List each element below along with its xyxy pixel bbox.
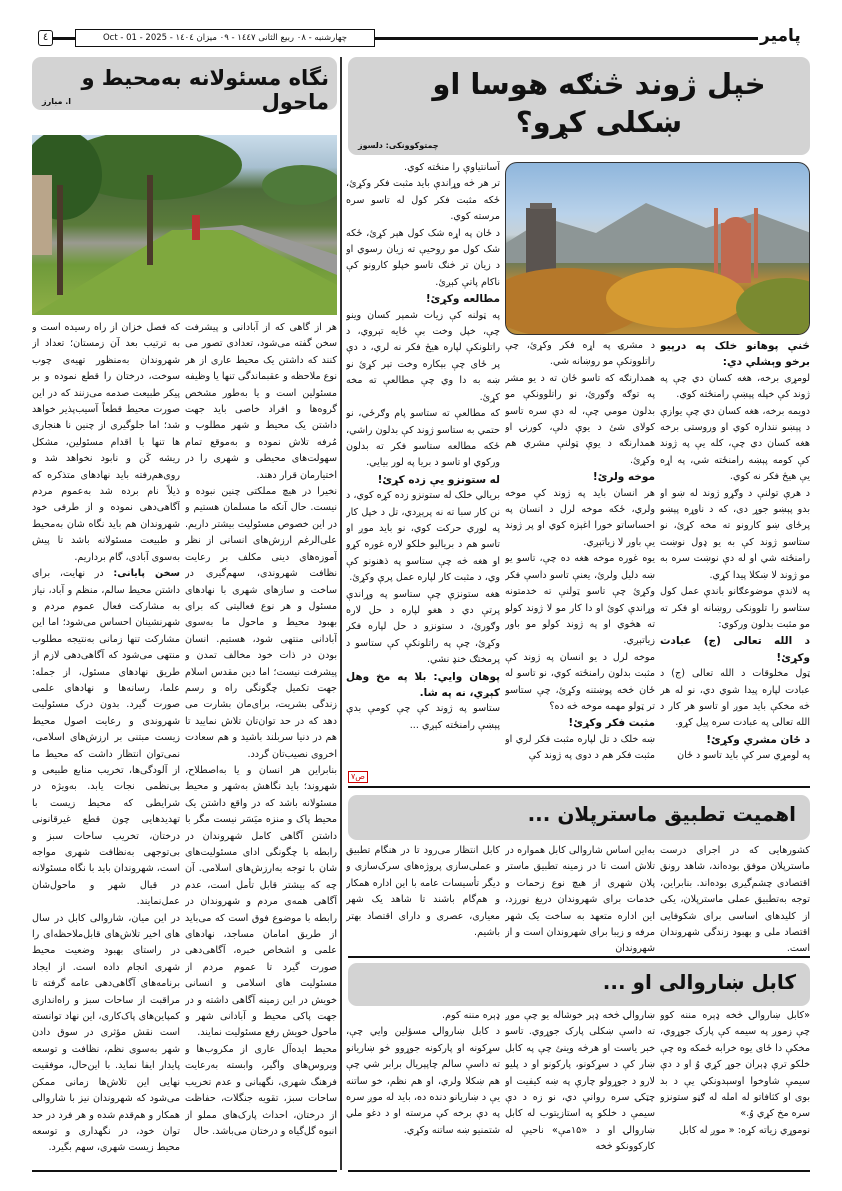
lead-in: سخن پایانی: [113,568,180,580]
continued-page-link[interactable] [348,764,378,781]
column-divider [340,57,342,1170]
right-article-title: خپل ژوند څنګه هوسا او ښکلی کړو؟ [432,67,766,139]
paragraph: موخه لرل د یو انسان په ژوند کې مثبت بدلون رامنځته کوي، نو تاسو له ځان څخه پوښتنه وکړئ، چې ستاسو تر ټولو مهمه موخه څه ده؟ [505,651,655,712]
paragraph: بریالي خلک له ستونزو زده کړه کوي، د نن کار سبا ته نه پرېږدي، تل د خپل کار په لوري حرکت کوي، نو باید موږ او تاسو هم د بریالیو خلکو لاره غوره کړو او هغه څه چې ستاسو په ذهنونو کې وي، د مثبت کار لپاره عمل پرې وکړئ. [346,490,500,584]
masterplan-title: اهمیت تطبیق ماستر‌پلان ... [527,802,796,826]
masterplan-col-1 [660,843,810,955]
bottom-rule-right [348,1170,810,1172]
street-trees-image [32,135,337,315]
subheading: موخه ولرئ! [592,471,655,484]
paragraph: د کابل ښاروالۍ مسؤلین وایي چې، سړکونه او پارکونه جوړوو څو ښاریانو ته داسې سالم چاپېریال برابر شي چې هم ښکلا ولري، او هم نظم، خو ساتنه یې د ښاریانو دنده ده، باید له موږ سره په دې برخه کې مرسته او د دغو ملي شتمنیو ښه ساتنه وکړي. [346,1026,500,1136]
paragraph: ټول مخلوقات د الله تعالی (ج) د عبادت لپاره پیدا شوي دي، نو له هر څه مخکې باید موږ او تاسو هر کار د الله تعالی په عبادت سره پیل کړو. [660,668,810,729]
paragraph: لومړی برخه، هغه کسان دي چې په ژوند کې خپله پېښې رامنځته کوي. [660,372,810,401]
right-article-photo [505,162,810,335]
paragraph-text: در نهایت، برای داشتن محیط سالم، منظم و آباد، نیاز به مشارکت فعال عموم مردم و شهرنشینان احساس می‌شود؛ اما این مشارکت تنها زمانی به‌نتیجه مطلوب منتهی می‌شود که آگاهی‌دهی لازم از طریق نهادهای مسئول، از جمله: علما، رسانه‌ها و نهادهای علمی صورت گیرد. بدون درک مسئولیت شهروندی و رعایت اصول محیط زیست مبتنی بر ارزش‌های اسلامی، نمی‌توان انتظار داشت که محیط ما از آلودگی‌ها، تخریب منابع طبیعی و بی‌نظمی نجات یابد. به‌ویژه در شرایطی که محیط زیست با تهدیدهایی چون قطع غیرقانونی درختان، تخریب ساحات سبز و بی‌توجهی به‌نظافت شهری مواجه است، شهروندان باید با نگاه مسئولانه در قبال شهر و ماحول‌شان عمل‌نمایند. [32,568,180,908]
paragraph: به‌این اساس شاروالی کابل همواره در تلاش است تا در زمینه تطبیق ماستر پلان شهری از هیچ نوع زحمات و خدمات برای شهروندان دریغ نورزد، این اداره متعهد به ساخت یک شهر مرفه و زیبا برای شهروندان است و از شهروندان [505,845,655,955]
paragraph: محیط ایده‌آل عاری از مکروب‌ها و ویروس‌های واگیر، وابسته به‌رعایت فرهنگ شهری، نگهبانی و عدم تخریب ساحات سبز، تقویه جنگلات، حفاظت از درختان، احداث پارک‌های مملو از انبوه گل‌گیاه و درختان می‌باشد. حال [185,1043,337,1137]
subheading: د ځان مشري وکړئ! [706,733,810,746]
subheading: څنې پوهانو خلک په درېیو برخو وېشلي دي: [660,340,810,369]
left-article-title: نگاه مسئولانه به‌محیط و ماحول [81,66,329,114]
paragraph: بنابراین هر انسان و یا به‌اصطلاح، شهروند؛ باید نگاهش به‌شهر و محیط مسئولانه باشد که در واقع داشتن یک محیط پاک و منزه میَسَر نیست مگر با داشتن آگاهی کامل شهروندان در رابطه با چگونگی ادای مسئولیت‌های شان با توجه به‌ارزش‌های اسلامی. آن چه که بیشتر قابل تأمل است، عدم آگاهی همه‌ی مردم و شهروندان در رابطه با موضوع فوق است که می‌باید از طریق امامان مساجد، نهادهای علمی و اشخاص خبره، آگاهی‌دهی صورت گیرد تا عموم مردم از مسئولیت های اسلامی و انسانی خویش در این زمینه آگاهی داشته و در جهت پاکی محیط و آبادانی شهر و ماحول خویش رفع مسئولیت نمایند. [185,764,337,1039]
kabul-col-2 [505,1008,655,1168]
paragraph: کابل انتظار می‌رود تا در هنگام تطبیق و عملی‌سازی پروژه‌های سرک‌سازی و دیگر تأسیسات عامه با این اداره همکار و هم‌گام باشند تا شاهد یک شهر معیاری، عصری و دارای اقتصاد بهتر باشیم. [346,845,500,939]
paragraph: در این میان، شاروالی کابل در سال های اخیر تلاش‌های قابل‌ملاحظه‌ای را در راستای بهبود وضعیت محیط شهری انجام داده است. از ایجاد برنامه‌های آگاهی‌دهی عامه گرفته تا مراقبت از ساحات سبز و راه‌اندازی کمپاین‌های پاک‌کاری، این نهاد توانسته است نقش مؤثری در سوق دادن شهر به‌سوی نظم، نظافت و توسعه پایدار ایفا نماید. با این‌حال، موفقیت نهایی این تلاش‌ها زمانی ممکن می‌شود که شهروندان نیز با شاروالی همکار و هم‌قدم شده و هر فرد در حد توان خود، در نگهداری و توسعه محیط زیست شهری، سهم بگیرد. [32,912,180,1154]
left-article-col-2 [32,320,180,1168]
paragraph: په لومړي سر کې باید تاسو د ځان [677,750,810,762]
paragraph: په لاندې موضوعګانو باندې عمل کول ستاسو را تلوونکی روښانه او فکر ته مو مثبت بدلون ورکوي: [660,586,810,630]
masthead-rule [375,37,758,40]
paragraph: دویمه برخه، هغه کسان دي چې یوازې د پېښو ننداره کوي او وروستی برخه هغه کسان دي چې، کله یې په ژوند کې کومه پېښه رامنځته شي، په اړه یې هیڅ فکر نه کوي. [660,405,810,483]
paragraph: که فصل خزان از راه رسیده است و به ترتیب بعد آن زمستان؛ تعداد از شهروندان به‌منظور تهیه‌ی چوب سوخت، درختان را قطع نموده و بر پیکر طبیعت صدمه می‌زنند که در این صورت محیط قطعاً آسیب‌پذیر خواهد شد؛ اما جلوگیری از چنین نا هنجاری ها تنها با اقدام مسئولین، مشکل ریشه کَن و نابود نخواهد شد و روی‌هم‌رفته باید نهادهای متذکره که ذیلاً نام برده شد به‌عموم مردم آگاهی‌دهی نموده و از طرفی خود شهروندان هم باید نگاه شان به‌محیط و طبیعت مسئولانه باشد تا پیش به‌سوی آبادی، گام برداریم. [32,322,180,563]
issue-date: چهارشنبه - ۰۸ ربیع الثانی ۱٤٤۷ - ۰۹ میزان ۱٤۰٤ - Oct - 01 - 2025 [75,29,375,47]
kabul-col-1 [660,1008,810,1168]
right-article-header [348,57,810,155]
paragraph: همدارنګه که تاسو ځان ته د یو مشر په توګه وګورئ، نو راتلوونکې مو بدلون مومي چې، له دې سره تاسو کولای شئ د یوې دلې، کورنۍ او همدارنګه د یوې ټولنې مشري هم وکړئ. [505,372,655,466]
paragraph: نخیرا در هیچ مملکتی چنین نبوده و نیست. حال آنکه ما مسلمان هستیم و در این خصوص مسئولیت بیشتر داریم. علی‌الرغم ارزش‌های انسانی از نظر آموزه‌های دینی مکلف بر رعایت نظافت شهروندی، سهم‌گیری در ساخت و سازهای شهری با نهادهای مسئول و هر نوع فعالیتی که برای بهبود محیط و ماحول ما به‌سوی آبادانی منتهی شود، هستیم. انسان بودن در ذات خود مخالف تمدن و پیشرفت نیست؛ اما دین مقدس اسلام جهت تکمیل چگونگی راه و رسم زندگی بشریت، برای‌مان بشارت می دهد که در حد توان‌تان تلاش نمایید تا هم در دنیا سربلند باشید و هم سعادت اخروی نصیب‌تان گردد. [185,486,337,760]
paragraph: په ټولنه کې زیات شمېر کسان وینو چې، خپل وخت بې ځایه تېروي، د راتلونکې لپاره هیڅ فکر نه لري، د دې پر ځای چې بېکاره وخت تېر کړئ نو ښه به دا وي چې مطالعې ته مخه کړئ. [346,309,500,403]
right-article-col-2 [505,338,655,783]
left-article-photo [32,135,337,315]
subheading: پوهان وایي: بلا په مخ وهل کېږي، نه په شا. [346,670,500,699]
masthead-rule-left [53,37,75,40]
subheading: مثبت فکر وکړئ! [568,717,655,730]
right-article-byline: چمتوکوونکی: دلسوز [358,141,439,150]
paragraph: هر انسان باید په ژوند کې موخه ولري، ځکه موخه لرل د انسان په احساساتو خورا اغېزه کوي او پر ژوند یې باور لا زیاتېږي. [505,487,655,548]
masterplan-col-2 [505,843,655,955]
masthead-logo: پامیر [760,26,801,46]
paragraph: د هرې تولنې د وګړو ژوند له ښو او بدو پېښو جوړ دی، که د ناوړه پېښو پرځای ښو کارونو ته مخه کړئ، نو ستاسو ژوند کې به یو ډول نوښت رامنځته شي او له دې نوښت سره به مو ژوند لا ښکلا پیدا کړي. [660,487,810,581]
paragraph: ستاسو په ژوند کې چې کومې بدې پېښې رامنځته کېږي ... [346,703,500,731]
paragraph: «کابل ښاروالۍ څخه ډېره مننه کوو چې زموږ په سیمه کې پارک جوړوي، مخکې دا ځای یوه خرابه ځمکه وه چې خلکو ترې ډېران جوړ کړي وُ او د دې سیمې شاوخوا اوسېدونکي یې د بد بوی او کثافاتو له امله له ګڼو ستونزو سره مخ کړي وُ.» [660,1010,810,1120]
bottom-rule-left [32,1170,337,1172]
left-article-header [32,57,337,114]
subheading: مطالعه وکړئ! [425,293,500,306]
left-article-byline: ا. مبارز [42,97,71,106]
continued-ref[interactable]: ص۷ [348,771,368,783]
paragraph: ښه خلک د تل لپاره مثبت فکر لري او مثبت فکر هم د دوی په ژوند کې [505,733,655,762]
paragraph [32,566,180,911]
left-article-col-1 [185,320,337,1168]
paragraph: ښاروالۍ څخه ډېر خوشاله یو چې موږ ته داسې ښکلی پارک جوړوي. تاسو خبر یاست او هرڅه وینئ چې په کابل ښار کې د سړکونو، پارکونو او د پلیو لارو د جوړولو چارې په ښه کیفیت او چټکۍ سره روانې دي، نو زه د دې سیمې د خلکو په استازیتوب له کابل ښاروالۍ او د «۱۵مې» ناحیې له کارکوونکو څخه [505,1010,655,1153]
masterplan-header [348,795,810,840]
kabul-skyline-image [506,163,810,335]
subheading: د الله تعالی (ج) عبادت وکړئ! [660,635,810,664]
section-rule-2 [348,956,810,958]
masterplan-col-3 [346,843,500,955]
paragraph: که مطالعې ته ستاسو پام وګرځي، نو حتمي به ستاسو ژوند کې بدلون راشي، ځکه مطالعه ستاسو فکر ته بدلون ورکوي او تاسو د بریا په لور بیایي. [346,408,500,469]
right-article-col-1 [660,338,810,783]
right-article-col-3 [346,160,500,783]
page-number: ٤ [38,30,53,46]
paragraph: آسانتیاوې را منځته کوي. [404,162,500,173]
paragraph: د مشرۍ په اړه فکر وکړئ، چې راتلوونکې مو روښانه شي. [505,340,655,368]
paragraph: تر هر څه وړاندې باید مثبت فکر وکړئ، ځکه مثبت فکر کول له تاسو سره مرسته کوي. [346,178,500,223]
paragraph: هر از گاهی که از آبادانی و پیشرفت سخن گفته می‌شود، تعدادی تصور می کنند که داشتن یک محیط عاری از هر نوع ملاحظه و عقبماندگی تنها یا وظیفه مسئولین است و یا به‌طور مشخص گروه‌ها و افراد خاصی باید جهت داشتن یک محیط و شهر مطلوب و مُرفه تلاش نموده و به‌موقع تمام سهولت‌های محیطی و شهری را در اختیارمان قرار دهند. [185,322,337,481]
subheading: له ستونزو یې زده کړئ! [377,473,500,486]
section-rule [348,786,810,788]
paragraph: د ځان په اړه شک کول هېر کړئ، ځکه شک کول مو روحیې ته زیان رسوي او د زیان تر څنګ تاسو خپلو کارونو کې ناکام پاتې کېږئ. [346,227,500,288]
paragraph: کشورهایی که در اجرای درست ماسترپلان موفق بوده‌اند، شاهد رونق اقتصادی چشم‌گیری بوده‌اند. بنابراین، توجه به‌تطبیق عملی ماسترپلان، یکی از کلیدهای اساسی برای شکوفایی اقتصاد ملی و بهبود زندگی شهروندان است. [660,845,810,955]
paragraph: هغه ستونزې چې ستاسو په وړاندې پرتې دي د هغو لپاره د حل لاره وګورئ، د ستونزو د حل لپاره فکر وکړئ، چې په راتلونکې کې ستاسو د پرمختګ خنډ نشي. [346,588,500,666]
paragraph: ډېره مننه کوم. [442,1010,500,1021]
kabul-title: کابل ښاروالی او ... [602,970,796,994]
paragraph: نوموړي زیاته کړه: « موږ له کابل [678,1124,810,1136]
kabul-header [348,963,810,1006]
paragraph: یوه غوره موخه هغه ده چې، تاسو یو ښه دلیل ولرئ، یعنې تاسو داسې فکر وکړئ چې تاسو ټولنې ته خدمتونه وړاندې کوئ او دا کار مو لا ژوند کولو ته هڅوي او په ژوند کولو مو باور زیاتېږي. [505,553,655,647]
kabul-col-3 [346,1008,500,1168]
